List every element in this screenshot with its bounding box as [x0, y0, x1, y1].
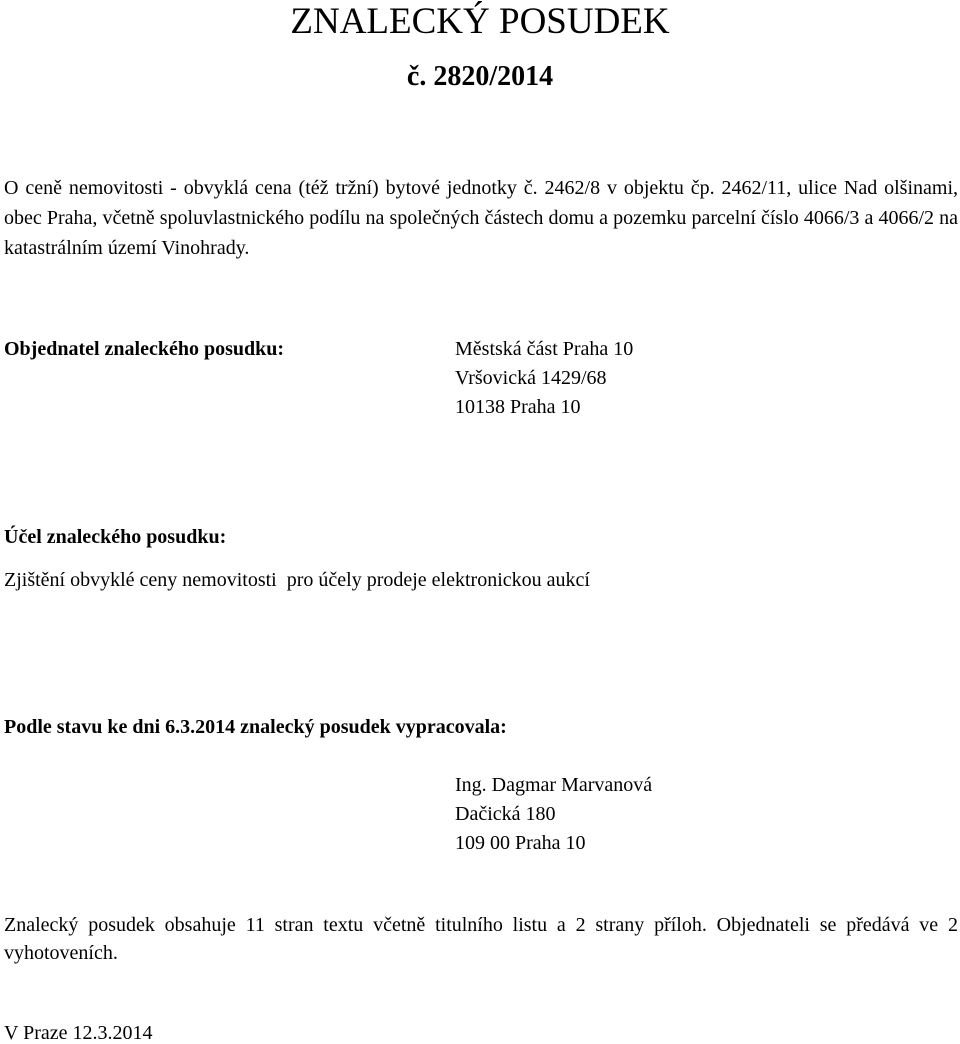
prepared-line-1: Ing. Dagmar Marvanová: [455, 774, 653, 796]
prepared-label: Podle stavu ke dni 6.3.2014 znalecký posudek vypracovala:: [4, 716, 507, 738]
prepared-line-2: Dačická 180: [455, 803, 556, 825]
client-line-3: 10138 Praha 10: [455, 396, 581, 418]
purpose-text: Zjištění obvyklé ceny nemovitosti pro účely prodeje elektronickou aukcí: [4, 569, 590, 591]
prepared-line-3: 109 00 Praha 10: [455, 832, 586, 854]
client-line-1: Městská část Praha 10: [455, 338, 634, 360]
document-number: č. 2820/2014: [406, 61, 554, 92]
purpose-label: Účel znaleckého posudku:: [4, 526, 227, 548]
client-line-2: Vršovická 1429/68: [455, 367, 607, 389]
intro-paragraph: O ceně nemovitosti - obvyklá cena (též tržní) bytové jednotky č. 2462/8 v objektu čp. 2462/11, ulice Nad olšinami, obec Praha, včetně spoluvlastnického podílu na společných částech domu a pozemku parcelní číslo 4066/3 a 4066/2 na katastrálním území Vinohrady.: [4, 177, 958, 259]
document-title: ZNALECKÝ POSUDEK: [290, 1, 670, 42]
closing-paragraph: Znalecký posudek obsahuje 11 stran textu včetně titulního listu a 2 strany příloh. Objednateli se předává ve 2 vyhotoveních.: [4, 914, 958, 964]
place-date: V Praze 12.3.2014: [4, 1022, 153, 1044]
client-label: Objednatel znaleckého posudku:: [4, 338, 285, 360]
